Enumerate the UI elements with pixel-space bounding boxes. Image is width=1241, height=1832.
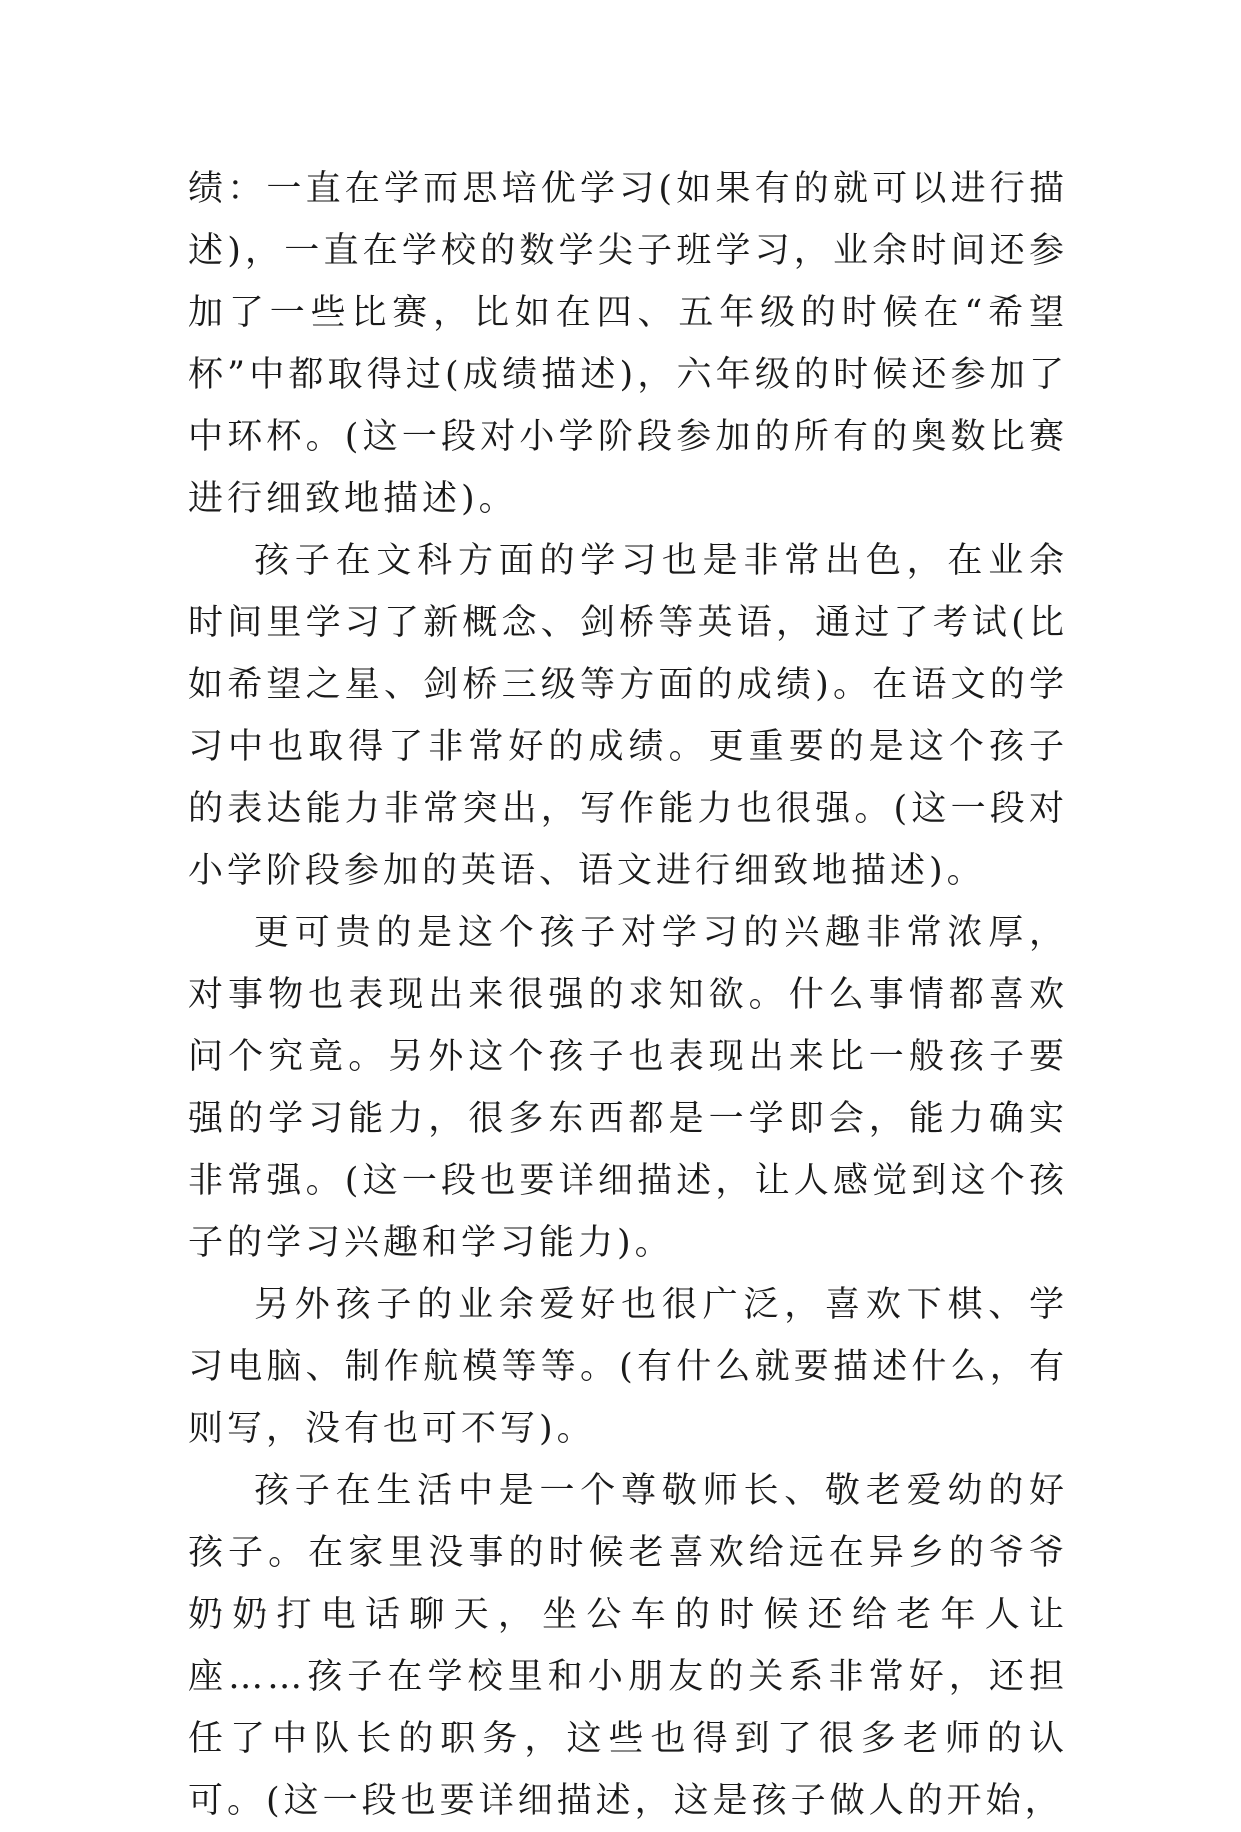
paragraph-hobbies: 另外孩子的业余爱好也很广泛，喜欢下棋、学习电脑、制作航模等等。(有什么就要描述什么，有则写，没有也可不写)。: [188, 1285, 1068, 1449]
paragraph-daily-life: 孩子在生活中是一个尊敬师长、敬老爱幼的好孩子。在家里没事的时候老喜欢给远在异乡的爷爷奶奶打电话聊天，坐公车的时候还给老年人让座……孩子在学校里和小朋友的关系非常好，还担任了中队长的职务，这些也得到了很多老师的认可。(这一段也要详细描述，这是孩子做人的开始，: [188, 1471, 1068, 1821]
paragraph-liberal-arts: 孩子在文科方面的学习也是非常出色，在业余时间里学习了新概念、剑桥等英语，通过了考试(比如希望之星、剑桥三级等方面的成绩)。在语文的学习中也取得了非常好的成绩。更重要的是这个孩子的表达能力非常突出，写作能力也很强。(这一段对小学阶段参加的英语、语文进行细致地描述)。: [188, 541, 1068, 891]
paragraph-math-competitions: 绩：一直在学而思培优学习(如果有的就可以进行描述)，一直在学校的数学尖子班学习，业余时间还参加了一些比赛，比如在四、五年级的时候在“希望杯”中都取得过(成绩描述)，六年级的时候还参加了中环杯。(这一段对小学阶段参加的所有的奥数比赛进行细致地描述)。: [188, 169, 1068, 519]
body-text: [188, 158, 1068, 1832]
paragraph-learning-interest: 更可贵的是这个孩子对学习的兴趣非常浓厚，对事物也表现出来很强的求知欲。什么事情都喜欢问个究竟。另外这个孩子也表现出来比一般孩子要强的学习能力，很多东西都是一学即会，能力确实非常强。(这一段也要详细描述，让人感觉到这个孩子的学习兴趣和学习能力)。: [188, 913, 1068, 1263]
